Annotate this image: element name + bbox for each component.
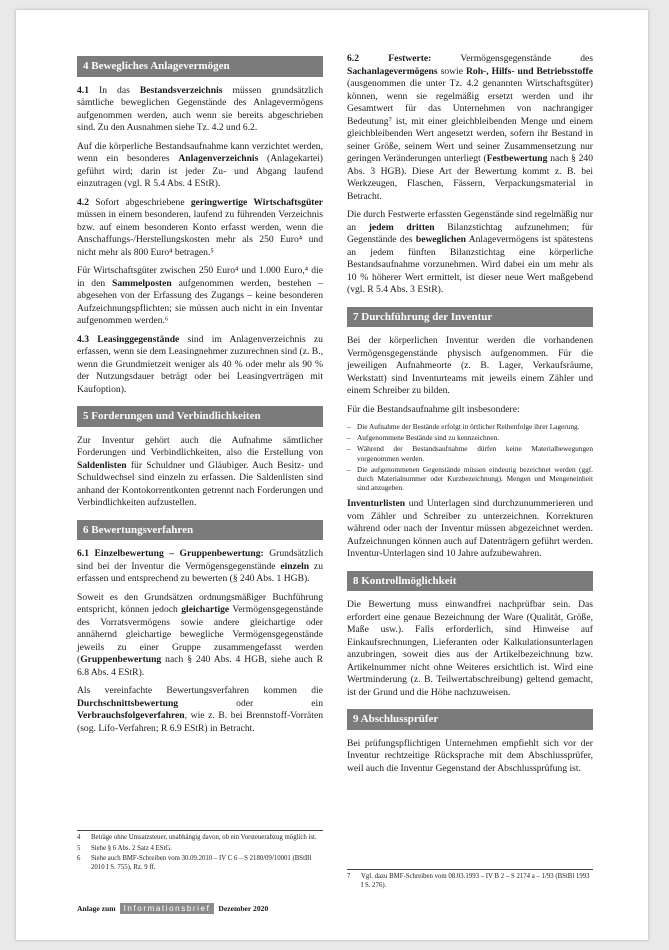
footnote: 5 Siehe § 6 Abs. 2 Satz 4 EStG. [77, 844, 172, 852]
section-heading: 8 Kontrollmöglichkeit [347, 571, 593, 592]
footnotes-right [347, 869, 593, 892]
section-heading: 5 Forderungen und Verbindlichkeiten [77, 406, 323, 427]
footnote: 6 Siehe auch BMF-Schreiben vom 30.09.2010 – IV C 6 – S 2180/09/10001 (BStBl 2010 I S. 755), Rz. 9 ff. [77, 855, 312, 871]
paragraph: Für Wirtschaftsgüter zwischen 250 Euro⁴ und 1.000 Euro,⁴ die in den Sammelposten aufgenommen werden, bestehen – abgesehen von der Erfassung des Zugangs – keine besonderen Aufzeichnungspflichten; sie müssen auch nicht in ein Inventar aufgenommen werden.⁶ [77, 265, 323, 326]
paragraph: 4.3 Leasinggegenstände sind im Anlagenverzeichnis zu erfassen, wenn sie dem Leasingnehmer zuzurechnen sind (z. B., wenn die Grundmietzeit weniger als 40 % oder mehr als 90 % der Nutzungsdauer beträgt oder bei Leasingverträgen mit Kaufoption). [77, 333, 323, 395]
paragraph: Soweit es den Grundsätzen ordnungsmäßiger Buchführung entspricht, können jedoch gleichartige Vermögensgegenstände des Vorratsvermögens sowie andere gleichartige oder annähernd gleichartige bewegliche Vermögensgegenstände jeweils zu einer Gruppe zusammengefasst werden (Gruppenbewertung nach § 240 Abs. 4 HGB, siehe auch R 6.8 Abs. 4 EStR). [77, 591, 323, 678]
footer-prefix: Anlage zum [77, 904, 116, 913]
right-column [347, 53, 593, 781]
section-heading: 4 Bewegliches Anlagevermögen [77, 56, 323, 77]
paragraph: Inventurlisten und Unterlagen sind durchzunummerieren und vom Zähler und Schreiber zu unterzeichnen. Korrekturen während oder nach der Inventur müssen abgezeichnet werden. Aufzeichnungen können auch auf Datenträgern geführt werden. Inventur-Unterlagen sind 10 Jahre aufzubewahren. [347, 498, 593, 560]
footnote: 4 Beträge ohne Umsatzsteuer, unabhängig davon, ob ein Vorsteuerabzug möglich ist. [77, 834, 317, 841]
footer-date: Dezember 2020 [218, 904, 269, 913]
paragraph: Als vereinfachte Bewertungsverfahren kommen die Durchschnittsbewertung oder ein Verbrauchsfolgeverfahren, wie z. B. bei Brennstoff-Vorräten (sog. Lifo-Verfahren; R 6.9 EStR) in Betracht. [77, 685, 323, 734]
paragraph: 4.1 In das Bestandsverzeichnis müssen grundsätzlich sämtliche beweglichen Gegenstände des Anlagevermögens aufgenommen werden, auch wenn sie bereits abgeschrieben sind. Zu den Ausnahmen siehe Tz. 4.2 und 6.2. [77, 84, 323, 133]
paragraph: Auf die körperliche Bestandsaufnahme kann verzichtet werden, wenn ein besonderes Anlagenverzeichnis (Anlagekartei) geführt wird; darin ist jeder Zu- und Abgang laufend einzutragen (vgl. R 5.4 Abs. 4 EStR). [77, 140, 323, 189]
paragraph: Zur Inventur gehört auch die Aufnahme sämtlicher Forderungen und Verbindlichkeiten, also die Erstellung von Saldenlisten für Schuldner und Gläubiger. Auch Besitz- und Schuldwechsel sind einzeln zu erfassen. Die Saldenlisten sind anhand der Kontokorrentkonten getrennt nach Forderungen und Verbindlichkeiten aufzustellen. [77, 434, 323, 508]
footnote: 7 Vgl. dazu BMF-Schreiben vom 08.03.1993 – IV B 2 – S 2174 a – 1/93 (BStBl 1993 I S. 276). [347, 873, 590, 889]
document-page [16, 10, 648, 940]
paragraph: Bei der körperlichen Inventur werden die vorhandenen Vermögensgegenstände physisch aufgenommen. Für die jeweiligen Aufnahmeorte (z. B. Lager, Verkaufsräume, Werkstatt) sind Inventurteams mit jeweils einem Zähler und einem Schreiber zu bilden. [347, 335, 593, 396]
footnotes-left [77, 830, 323, 874]
section-heading: 7 Durchführung der Inventur [347, 307, 593, 328]
list-item: – Während der Bestandsaufnahme dürfen keine Materialbewegungen vorgenommen werden. [347, 444, 593, 462]
paragraph: Für die Bestandsaufnahme gilt insbesondere: [347, 403, 520, 415]
paragraph: 6.2 Festwerte: Vermögensgegenstände des Sachanlagevermögens sowie Roh-, Hilfs- und Betriebsstoffe (ausgenommen die unter Tz. 4.2 genannten Wirtschaftsgüter) können, wenn sie regelmäßig ersetzt werden und ihr Gesamtwert für das Unternehmen von nachrangiger Bedeutung⁷ ist, mit einer gleichbleibenden Menge und einem gleichbleibenden Wert angesetzt werden, sofern ihr Bestand in seiner Größe, seinem Wert und seiner Zusammensetzung nur geringen Veränderungen unterliegt (Festbewertung nach § 240 Abs. 3 HGB). Diese Art der Bewertung kommt z. B. bei Werkzeugen, Flaschen, Fässern, Verpackungsmaterial in Betracht. [347, 53, 594, 202]
list-item: – Aufgenommene Bestände sind zu kennzeichnen. [347, 433, 593, 442]
paragraph: Bei prüfungspflichtigen Unternehmen empfiehlt sich vor der Inventur rechtzeitige Rücksprache mit dem Abschlussprüfer, weil auch die Inventur Gegenstand der Abschlussprüfung ist. [347, 737, 593, 774]
section-heading: 9 Abschlussprüfer [347, 709, 593, 730]
footer-brand: Informationsbrief [120, 903, 215, 914]
paragraph: Die Bewertung muss einwandfrei nachprüfbar sein. Das erfordert eine genaue Bezeichnung der Ware (Qualität, Größe, Maße usw.). Falls erforderlich, sind Hinweise auf Einkaufsrechnungen, Lieferanten oder Kalkulationsunterlagen anzubringen, soweit dies aus der Artikelbezeichnung bzw. Artikelnummer nicht ohne Weiteres ersichtlich ist. Wird eine Wertminderung (z. B. Teilwertabschreibung) geltend gemacht, ist der Grund und die Höhe nachzuweisen. [347, 599, 593, 698]
left-column [77, 56, 323, 741]
bullet-list [347, 422, 593, 492]
list-item: – Die aufgenommenen Gegenstände müssen eindeutig bezeichnet werden (ggf. durch Materialnummer oder Kurzbezeichnung). Mengen und Mengeneinheit sind anzugeben. [347, 465, 593, 493]
section-heading: 6 Bewertungsverfahren [77, 520, 323, 541]
list-item: – Die Aufnahme der Bestände erfolgt in örtlicher Reihenfolge ihrer Lagerung. [347, 422, 593, 431]
paragraph: 4.2 Sofort abgeschriebene geringwertige Wirtschaftsgüter müssen in einem besonderen, laufend zu führenden Verzeichnis bzw. auf einem besonderen Konto erfasst werden, wenn die Anschaffungs-/Herstellungskosten mehr als 250 Euro⁴ und nicht mehr als 800 Euro⁴ betragen.⁵ [77, 196, 323, 258]
paragraph: Die durch Festwerte erfassten Gegenstände sind regelmäßig nur an jedem dritten Bilanzstichtag aufzunehmen; für Gegenstände des beweglichen Anlagevermögens ist spätestens an jedem fünften Bilanzstichtag eine körperliche Bestandsaufnahme vorzunehmen. Wird dabei ein um mehr als 10 % höherer Wert ermittelt, ist dieser neue Wert maßgebend (vgl. R 5.4 Abs. 3 EStR). [347, 209, 593, 295]
page-footer [77, 903, 268, 914]
paragraph: 6.1 Einzelbewertung – Gruppenbewertung: Grundsätzlich sind bei der Inventur die Vermögensgegenstände einzeln zu erfassen und entsprechend zu bewerten (§ 240 Abs. 1 HGB). [77, 548, 324, 584]
